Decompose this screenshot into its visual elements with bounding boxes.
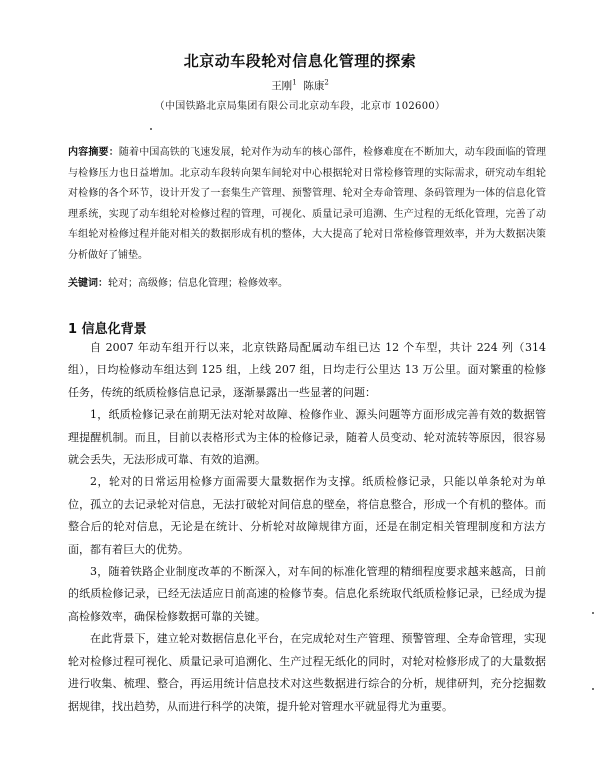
author-name: 陈康 bbox=[303, 80, 325, 92]
keywords-label: 关键词： bbox=[68, 278, 108, 289]
body-paragraph: 3，随着铁路企业制度改革的不断深入，对车间的标准化管理的精细程度要求越来越高，日前的纸质检修记录，已经无法适应日前高速的检修节奏。信息化系统取代纸质检修记录，已经成为提高检修效率，确保检修数据可靠的关键。 bbox=[68, 565, 546, 623]
abstract-text: 随着中国高铁的飞速发展，轮对作为动车的核心部件，检修难度在不断加大，动车段面临的管理与检修压力也日益增加。北京动车段转向架车间轮对中心根据轮对日常检修管理的实际需求，研究动车组轮对检修的各个环节，设计开发了一套集生产管理、预警管理、轮对全寿命管理、条码管理为一体的信息化管理系统，实现了动车组轮对检修过程的管理，可视化、质量记录可追溯、生产过程的无纸化管理，完善了动车组轮对检修过程并能对相关的数据形成有机的整体，大大提高了轮对日常检修管理效率，并为大数据决策分析做好了铺垫。 bbox=[68, 147, 547, 261]
body-paragraph: 2，轮对的日常运用检修方面需要大量数据作为支撑。纸质检修记录，只能以单条轮对为单位，孤立的去记录轮对信息，无法打破轮对间信息的壁垒，将信息整合，形成一个有机的整体。而整合后的轮对信息，无论是在统计、分析轮对故障规律方面，还是在制定相关管理制度和方法方面，都有着巨大的优势。 bbox=[68, 475, 546, 556]
body-paragraph: 自 2007 年动车组开行以来，北京铁路局配属动车组已达 12 个车型，共计 224 列（314 组），日均检修动车组达到 125 组，上线 207 组，日均走行公里达 13 万公里。面对繁重的检修任务，传统的纸质检修信息记录，逐渐暴露出一些显著的问题： bbox=[68, 341, 546, 399]
section-body bbox=[68, 337, 546, 718]
keywords-text: 轮对；高级修；信息化管理；检修效率。 bbox=[108, 278, 288, 289]
scan-speck bbox=[150, 128, 152, 130]
affiliation: （中国铁路北京局集团有限公司北京动车段，北京市 102600） bbox=[154, 101, 446, 112]
author-superscript: 2 bbox=[324, 78, 329, 87]
body-paragraph: 1，纸质检修记录在前期无法对轮对故障、检修作业、源头问题等方面形成完善有效的数据管理提醒机制。而且，目前以表格形式为主体的检修记录，随着人员变动、轮对流转等原因，很容易就会丢失，无法形成可靠、有效的追溯。 bbox=[68, 408, 546, 467]
scan-speck bbox=[592, 688, 594, 690]
scan-speck bbox=[592, 612, 594, 614]
author-line bbox=[0, 78, 600, 93]
abstract bbox=[68, 143, 546, 267]
body-paragraph: 在此背景下，建立轮对数据信息化平台，在完成轮对生产管理、预警管理、全寿命管理，实现轮对检修过程可视化、质量记录可追溯化、生产过程无纸化的同时，对轮对检修形成了的大量数据进行收集、梳理、整合，再运用统计信息技术对这些数据进行综合的分析，规律研判，充分挖掘数据规律，找出趋势，从而进行科学的决策，提升轮对管理水平就显得尤为重要。 bbox=[68, 632, 546, 713]
paper-title: 北京动车段轮对信息化管理的探索 bbox=[183, 52, 417, 70]
section-heading: 1 信息化背景 bbox=[68, 322, 147, 337]
author-name: 王刚 bbox=[271, 80, 293, 92]
author-superscript: 1 bbox=[292, 78, 297, 87]
abstract-label: 内容摘要： bbox=[68, 147, 119, 158]
keywords bbox=[68, 275, 546, 293]
